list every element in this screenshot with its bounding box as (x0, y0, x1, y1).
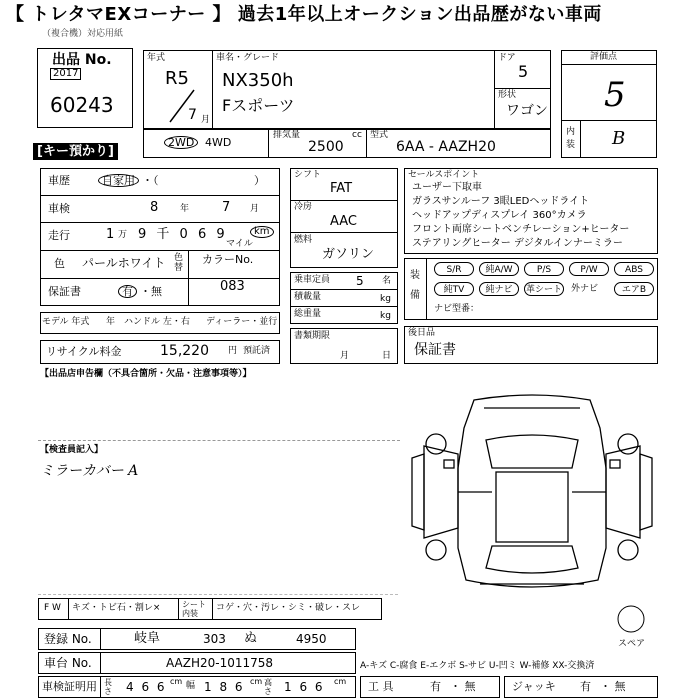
drive-4wd: 4WD (205, 136, 232, 149)
interior-label: 内装 (566, 127, 576, 150)
tools-none: ・ 無 (450, 680, 476, 693)
mileage-man: 1 (106, 227, 115, 242)
registration-class: 303 (203, 632, 226, 646)
model-line-handle: ハンドル 左・右 (124, 317, 190, 327)
lot-number: 60243 (50, 93, 114, 117)
after-goods-label: 後日品 (408, 328, 436, 338)
equip-aw: 純A/W (479, 262, 519, 276)
shape-label: 形状 (498, 90, 517, 100)
model-value: 6AA - AAZH20 (396, 139, 496, 155)
inspector-note: ミラーカバー A (40, 463, 139, 479)
aircon-label: 冷房 (294, 202, 313, 212)
recycle-label: リサイクル料金 (46, 345, 122, 358)
chassis-label: 車台 No. (44, 656, 92, 670)
inspector-label: 【検査員記入】 (40, 445, 104, 455)
length-unit: cm (170, 677, 183, 686)
key-label: [キー預かり] (33, 143, 118, 160)
after-goods-value: 保証書 (414, 342, 456, 358)
spare-label: スペア (618, 639, 646, 649)
color-label: 色 (54, 257, 65, 270)
docs-month-unit: 月 (340, 351, 350, 361)
warranty-label: 保証書 (48, 285, 81, 298)
history-close: ） (254, 174, 265, 187)
score-value: 5 (604, 75, 626, 115)
recycle-note: 預託済 (243, 346, 271, 356)
page-title: 【 トレタマEXコーナー 】 過去1年以上オークション出品歴がない車両 (6, 4, 602, 25)
registration-place: 岐阜 (134, 631, 161, 646)
damage-seat-label: シート内装 (182, 600, 206, 618)
warranty-none: ・無 (140, 285, 162, 298)
passenger-label: 乗車定員 (294, 275, 331, 285)
selling-point-line-4: フロント両席シートベンチレーション+ヒーター (412, 224, 630, 235)
doors-value: 5 (518, 62, 529, 81)
selling-point-line-1: ユーザー下取車 (412, 182, 482, 193)
mileage-man-unit: 万 (118, 230, 128, 240)
color-value: パールホワイト (82, 256, 166, 270)
vehicle-grade: Fスポーツ (222, 96, 295, 115)
spare-tire-icon (616, 604, 646, 634)
equip-leather: 革シート (524, 282, 564, 296)
inspection-label: 車検 (48, 202, 70, 215)
load-unit: kg (380, 294, 391, 304)
shift-value: FAT (330, 181, 353, 196)
selling-points-label: セールスポイント (408, 170, 480, 180)
equip-sr: S/R (434, 262, 474, 276)
model-line-dealer: ディーラー・並行 (206, 317, 278, 327)
color-no-label: カラーNo. (202, 253, 254, 266)
equip-navi: 純ナビ (479, 282, 519, 296)
shape-value: ワゴン (506, 103, 548, 119)
inspection-year: 8 (150, 200, 159, 215)
model-line-year: 年 (106, 317, 116, 327)
length-label: 長さ (104, 678, 112, 696)
lot-year-stamp: 2017 (50, 68, 81, 80)
name-label: 車名・グレード (216, 53, 280, 63)
mileage-digits: 9 千 0 6 9 (138, 227, 228, 242)
chassis-value: AAZH20-1011758 (166, 656, 274, 670)
inspection-year-unit: 年 (180, 204, 190, 214)
width-value: 1 8 6 (204, 680, 245, 694)
sub-note: （複合機）対応用紙 (42, 29, 124, 39)
dimensions-label: 車検証明用 (42, 680, 97, 693)
recycle-value: 15,220 (160, 343, 209, 359)
model-line-label: モデル 年式 (42, 317, 90, 327)
passenger-unit: 名 (382, 276, 392, 286)
tools-has: 有 (430, 680, 441, 693)
history-value: 自家用 (98, 174, 139, 187)
fuel-label: 燃料 (294, 235, 313, 245)
jack-none: ・ 無 (600, 680, 626, 693)
tools-label: 工 具 (368, 680, 394, 693)
displacement-unit: cc (352, 130, 362, 140)
registration-label: 登録 No. (44, 632, 92, 646)
registration-kana: ぬ (244, 631, 258, 646)
passenger-value: 5 (356, 274, 364, 288)
weight-label: 総重量 (294, 309, 322, 319)
length-value: 4 6 6 (126, 680, 167, 694)
equip-abs: ABS (614, 262, 654, 276)
month-value: 7 (188, 107, 197, 123)
color-change-label: 色替 (174, 253, 184, 273)
displacement-value: 2500 (308, 139, 344, 155)
color-no-value: 083 (220, 279, 245, 294)
mileage-label: 走行 (48, 229, 70, 242)
displacement-label: 排気量 (273, 130, 301, 140)
fuel-value: ガソリン (322, 247, 375, 262)
selling-point-line-3: ヘッドアップディスプレイ 360°カメラ (412, 210, 587, 221)
height-value: 1 6 6 (284, 680, 325, 694)
interior-value: B (612, 128, 626, 149)
width-unit: cm (250, 677, 263, 686)
shift-label: シフト (294, 170, 322, 180)
damage-legend: A-キズ C-腐食 E-エクボ S-サビ U-凹ミ W-補修 XX-交換済 (360, 661, 595, 671)
year-label: 年式 (147, 53, 166, 63)
month-unit: 月 (201, 115, 211, 125)
equipment-label: 装備 (410, 270, 420, 301)
vehicle-name: NX350h (222, 70, 294, 91)
damage-fw: F W (44, 603, 61, 613)
docs-label: 書類期限 (294, 331, 331, 341)
inspection-month: 7 (222, 200, 231, 215)
selling-point-line-5: ステアリングヒーター デジタルインナーミラー (412, 238, 623, 249)
mileage-mile-label: マイル (226, 239, 253, 249)
selling-point-line-2: ガラスサンルーフ 3眼LEDヘッドライト (412, 196, 590, 207)
lot-label: 出品 No. (52, 52, 112, 68)
drive-2wd: 2WD (164, 136, 198, 149)
load-label: 積載量 (294, 292, 322, 302)
weight-unit: kg (380, 311, 391, 321)
doors-label: ドア (498, 53, 516, 63)
registration-number: 4950 (296, 632, 327, 646)
damage-text-1: キズ・トビ石・割レ× (72, 603, 161, 613)
damage-text-2: コゲ・穴・汚レ・シミ・破レ・スレ (216, 603, 361, 613)
recycle-unit: 円 (228, 346, 238, 356)
aircon-value: AAC (330, 214, 357, 229)
history-label: 車歴 (48, 174, 70, 187)
model-label: 型式 (370, 130, 389, 140)
width-label: 幅 (186, 681, 196, 691)
equip-tv: 純TV (434, 282, 474, 296)
equip-airbag: エアB (614, 282, 654, 296)
height-label: 高さ (264, 678, 272, 696)
year-value: R5 (165, 68, 189, 89)
docs-day-unit: 日 (382, 351, 392, 361)
mileage-unit: km (250, 226, 274, 238)
navi-label: ナビ型番： (434, 304, 480, 314)
inspection-month-unit: 月 (250, 204, 260, 214)
equip-pw: P/W (569, 262, 609, 276)
score-label: 評価点 (590, 52, 618, 62)
warranty-has: 有 (118, 285, 137, 298)
history-extra: ・（ (142, 174, 159, 187)
equip-ps: P/S (524, 262, 564, 276)
height-unit: cm (334, 677, 347, 686)
equip-ext-navi: 外ナビ (571, 284, 599, 294)
car-damage-diagram (404, 388, 660, 598)
jack-has: 有 (580, 680, 591, 693)
seller-notes-label: 【出品店申告欄（不具合箇所・欠品・注意事項等）】 (40, 369, 252, 379)
jack-label: ジャッキ (512, 680, 556, 693)
